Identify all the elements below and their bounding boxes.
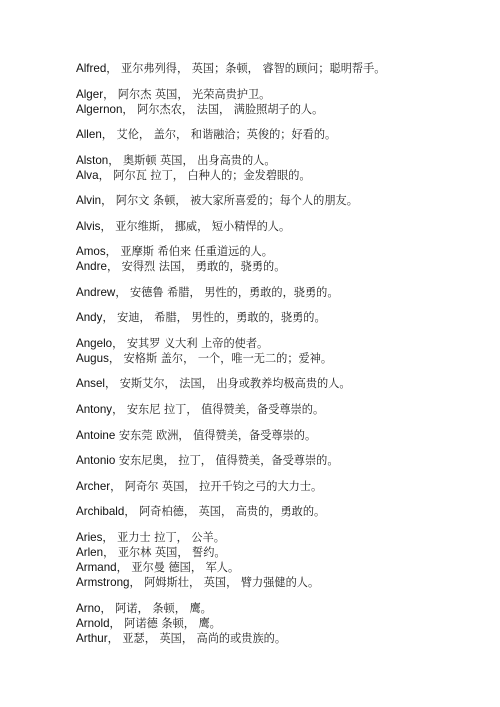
name-entry-andrew	[76, 284, 339, 300]
name-entry-antony	[76, 401, 324, 417]
name-entry-antoine	[76, 427, 316, 443]
entry-description: ， 阿尔杰农， 法国， 满脸照胡子的人。	[122, 103, 324, 116]
entry-name: Angelo	[76, 337, 113, 350]
entry-name: Arno	[76, 602, 101, 615]
entry-description: ， 阿诺德 条顿， 鹰。	[109, 617, 221, 630]
entry-name: Armstrong	[76, 576, 130, 589]
name-entry-angelo	[76, 335, 268, 351]
entry-name: Alston	[76, 154, 109, 167]
entry-name: Alfred	[76, 62, 107, 75]
name-entry-andre	[76, 258, 285, 274]
entry-name: Andre	[76, 260, 107, 273]
entry-description: ， 阿奇柏德， 英国， 高贵的，勇敢的。	[124, 505, 326, 518]
entry-description: ， 亚瑟， 英国， 高尚的或贵族的。	[107, 632, 287, 645]
name-entry-amos	[76, 243, 273, 259]
name-entry-aries	[76, 529, 225, 545]
entry-name: Arnold	[76, 617, 110, 630]
entry-name: Archer	[76, 480, 111, 493]
entry-description: ， 安德鲁 希腊， 男性的，勇敢的，骁勇的。	[115, 286, 339, 299]
entry-name: Antony	[76, 403, 113, 416]
name-entry-armand	[76, 559, 239, 575]
entry-description: ， 艾伦， 盖尔， 和谐融洽；英俊的；好看的。	[101, 128, 337, 141]
entry-name: Algernon	[76, 103, 123, 116]
entry-description: ， 安得烈 法国， 勇敢的，骁勇的。	[106, 260, 286, 273]
entry-name: Antoine	[76, 429, 116, 442]
name-entry-alston	[76, 152, 276, 168]
entry-description: ， 阿尔杰 英国， 光荣高贵护卫。	[103, 88, 271, 101]
entry-description: 安东莞 欧洲， 值得赞美，备受尊崇的。	[115, 429, 317, 442]
entry-description: ， 安其罗 义大利 上帝的使者。	[112, 337, 269, 350]
entry-name: Alva	[76, 169, 99, 182]
name-entry-armstrong	[76, 574, 319, 590]
entry-name: Armand	[76, 561, 117, 574]
entry-description: ， 安格斯 盖尔， 一个，唯一无二的；爱神。	[108, 352, 333, 365]
name-entry-augus	[76, 350, 332, 366]
name-entry-arthur	[76, 630, 286, 646]
entry-name: Alger	[76, 88, 104, 101]
name-entry-archer	[76, 478, 322, 494]
name-entry-algernon	[76, 101, 323, 117]
entry-description: ， 安东尼 拉丁， 值得赞美，备受尊崇的。	[112, 403, 325, 416]
entry-name: Arthur	[76, 632, 108, 645]
entry-description: ， 阿奇尔 英国， 拉开千钧之弓的大力士。	[110, 480, 323, 493]
entry-description: ， 安迪， 希腊， 男性的，勇敢的，骁勇的。	[102, 311, 326, 324]
name-entry-arno	[76, 600, 212, 616]
name-entry-alvis	[76, 218, 290, 234]
name-entry-andy	[76, 309, 326, 325]
entry-description: ， 阿诺， 条顿， 鹰。	[100, 602, 212, 615]
name-entry-alvin	[76, 192, 358, 208]
entry-description: ， 亚力士 拉丁， 公羊。	[102, 531, 225, 544]
entry-description: ， 阿姆斯壮， 英国， 臂力强健的人。	[129, 576, 320, 589]
entry-name: Andrew	[76, 286, 116, 299]
entry-description: 安东尼奥， 拉丁， 值得赞美，备受尊崇的。	[115, 454, 339, 467]
entry-name: Augus	[76, 352, 109, 365]
entry-name: Alvin	[76, 194, 102, 207]
entry-description: ， 安斯艾尔， 法国， 出身或教养均极高贵的人。	[105, 377, 351, 390]
entry-description: ， 亚尔弗列得， 英国；条顿， 睿智的顾问；聪明帮手。	[106, 62, 386, 75]
entry-name: Archibald	[76, 505, 125, 518]
entry-name: Aries	[76, 531, 103, 544]
name-entry-allen	[76, 126, 336, 142]
entry-name: Arlen	[76, 546, 104, 559]
name-entry-alfred	[76, 60, 385, 76]
entry-name: Ansel	[76, 377, 106, 390]
name-entry-archibald	[76, 503, 325, 519]
entry-name: Antonio	[76, 454, 116, 467]
entry-description: ， 阿尔文 条顿， 被大家所喜爱的；每个人的朋友。	[101, 194, 358, 207]
entry-name: Amos	[76, 245, 106, 258]
entry-description: ， 奥斯顿 英国， 出身高贵的人。	[108, 154, 276, 167]
name-entry-alger	[76, 86, 270, 102]
entry-description: ， 亚摩斯 希伯来 任重道远的人。	[105, 245, 273, 258]
name-entry-arlen	[76, 544, 226, 560]
name-entry-alva	[76, 167, 311, 183]
entry-description: ， 亚尔林 英国， 誓约。	[103, 546, 226, 559]
entry-description: ， 阿尔瓦 拉丁， 白种人的；金发碧眼的。	[98, 169, 311, 182]
name-entry-arnold	[76, 615, 221, 631]
entry-name: Alvis	[76, 220, 101, 233]
name-entry-ansel	[76, 375, 351, 391]
name-entry-antonio	[76, 452, 339, 468]
entry-name: Allen	[76, 128, 102, 141]
entry-description: ， 亚尔维斯， 挪威， 短小精悍的人。	[100, 220, 291, 233]
entry-name: Andy	[76, 311, 103, 324]
entry-description: ， 亚尔曼 德国， 军人。	[116, 561, 240, 574]
